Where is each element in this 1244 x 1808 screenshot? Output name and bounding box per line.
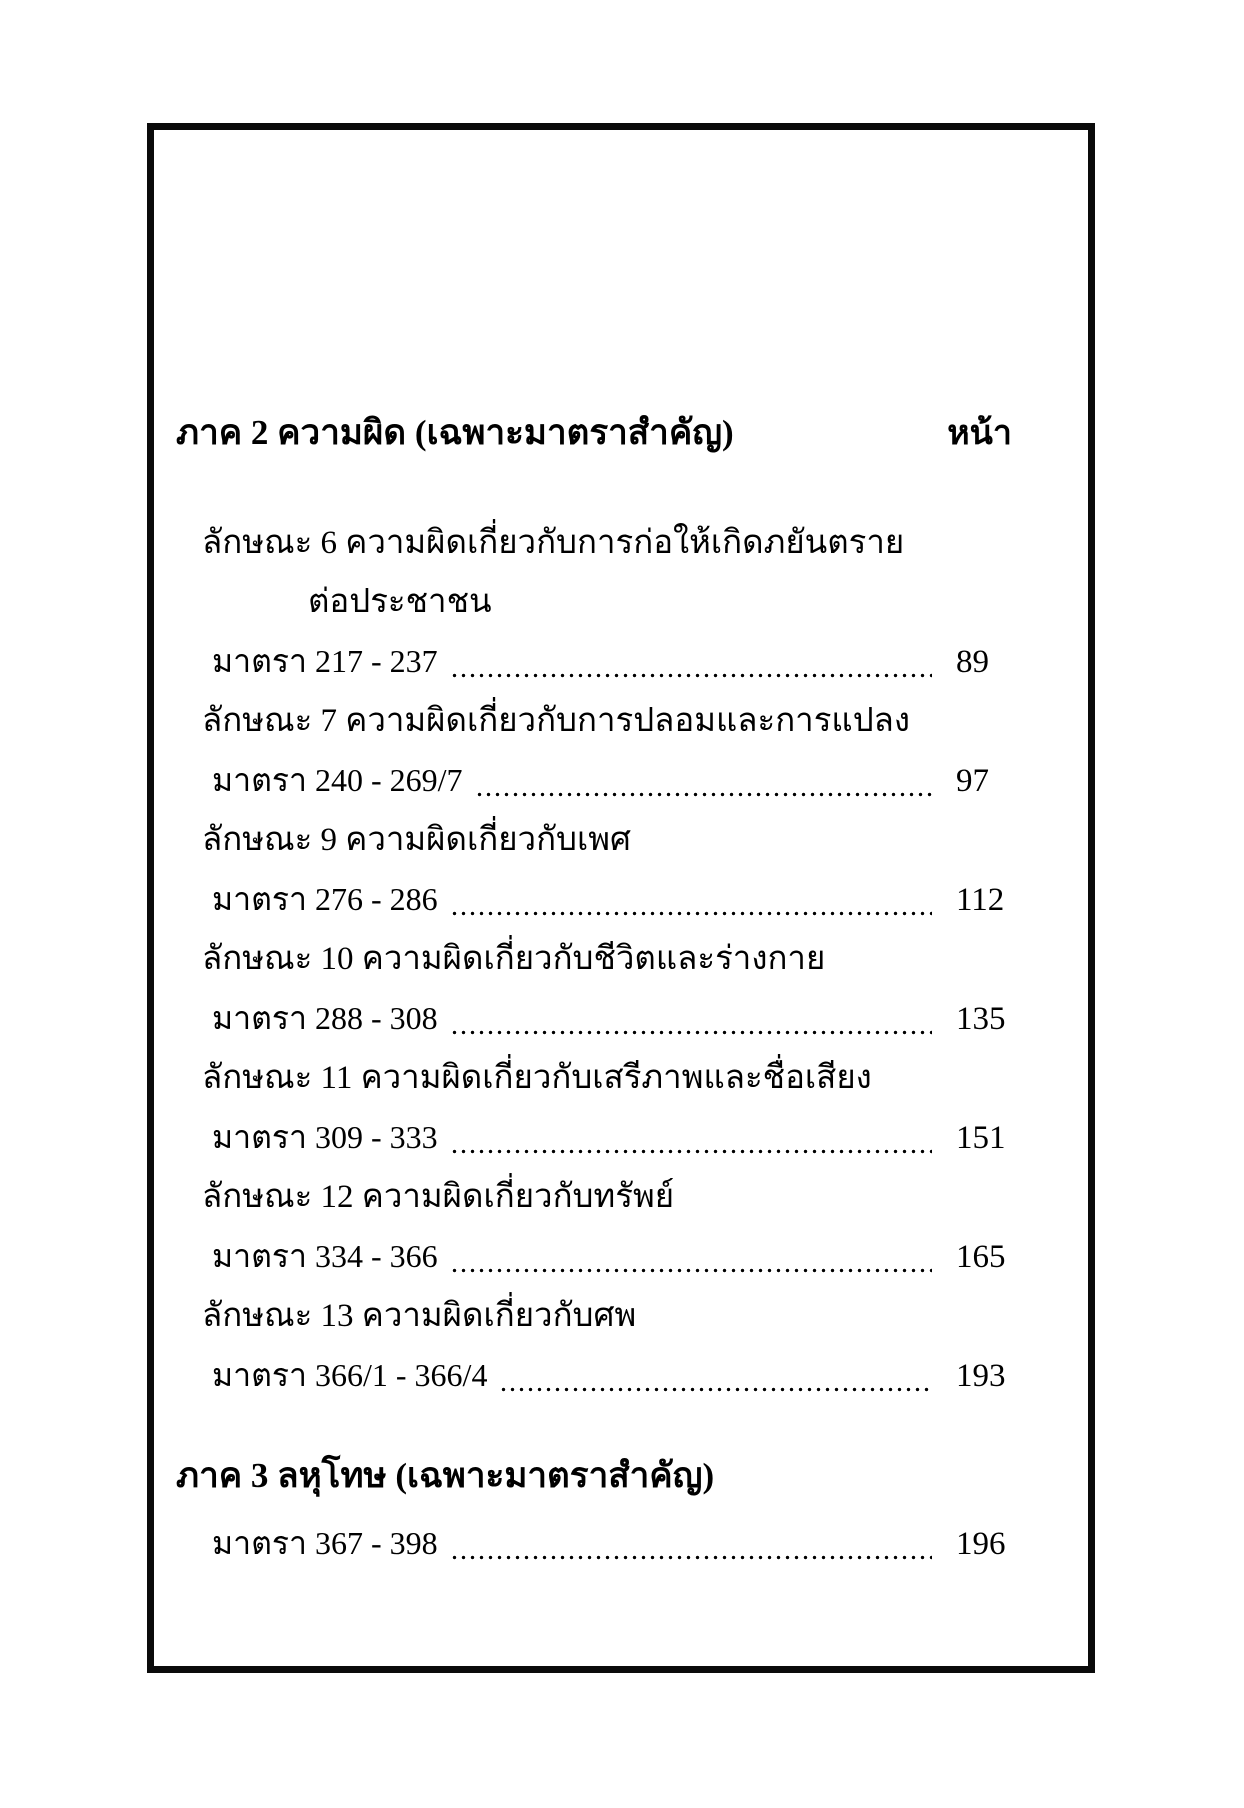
page-number: 89 (956, 644, 989, 680)
spacer (202, 1406, 1012, 1446)
toc-article-label: มาตรา 334 - 366 (212, 1238, 438, 1274)
toc-section-title: ลักษณะ 9 ความผิดเกี่ยวกับเพศ (202, 822, 631, 858)
toc-section-title: ลักษณะ 6 ความผิดเกี่ยวกับการก่อให้เกิดภยันตราย (202, 525, 905, 561)
page-number: 112 (956, 882, 1005, 918)
toc-article-label: มาตรา 366/1 - 366/4 (212, 1357, 488, 1393)
dot-leader (499, 1387, 932, 1392)
toc-article-label: มาตรา 217 - 237 (212, 643, 438, 679)
dot-leader (450, 1149, 932, 1154)
toc-article-row (212, 1346, 1012, 1406)
toc-section-title-continuation: ต่อประชาชน (308, 584, 492, 620)
toc-article-label: มาตรา 288 - 308 (212, 1000, 438, 1036)
toc-article-row (212, 989, 1012, 1049)
toc-article-row (212, 1108, 1012, 1168)
spacer (202, 464, 1012, 514)
page-border-frame (147, 123, 1095, 1673)
dot-leader (450, 911, 932, 916)
toc-article-row (212, 1227, 1012, 1287)
page-number: 193 (956, 1358, 1006, 1394)
toc-article-row (212, 632, 1012, 692)
toc-article-label: มาตรา 367 - 398 (212, 1525, 438, 1561)
dot-leader (475, 792, 932, 797)
toc-article-row (212, 1514, 1012, 1574)
dot-leader (450, 673, 932, 678)
toc-section-title: ลักษณะ 13 ความผิดเกี่ยวกับศพ (202, 1298, 637, 1334)
toc-article-row (212, 870, 1012, 930)
toc-header-row (176, 398, 1012, 464)
page-number: 165 (956, 1239, 1006, 1275)
page-column-header: หน้า (947, 415, 1012, 452)
page-number: 135 (956, 1001, 1006, 1037)
toc-section-title: ลักษณะ 7 ความผิดเกี่ยวกับการปลอมและการแปลง (202, 703, 910, 739)
dot-leader (450, 1030, 932, 1035)
toc-article-label: มาตรา 276 - 286 (212, 881, 438, 917)
page-number: 97 (956, 763, 989, 799)
toc-section-title: ลักษณะ 12 ความผิดเกี่ยวกับทรัพย์ (202, 1179, 675, 1215)
part3-heading-row (176, 1446, 1012, 1506)
toc-content (154, 130, 1088, 1666)
toc-article-label: มาตรา 240 - 269/7 (212, 762, 463, 798)
dot-leader (450, 1268, 932, 1273)
toc-section-title: ลักษณะ 10 ความผิดเกี่ยวกับชีวิตและร่างกาย (202, 941, 826, 977)
dot-leader (450, 1555, 932, 1560)
part3-heading: ภาค 3 ลหุโทษ (เฉพาะมาตราสำคัญ) (176, 1456, 715, 1495)
part2-heading: ภาค 2 ความผิด (เฉพาะมาตราสำคัญ) (176, 413, 734, 452)
toc-section-title: ลักษณะ 11 ความผิดเกี่ยวกับเสรีภาพและชื่อเสียง (202, 1060, 872, 1096)
toc-article-row (212, 751, 1012, 811)
page-number: 196 (956, 1526, 1006, 1562)
page-number: 151 (956, 1120, 1006, 1156)
toc-article-label: มาตรา 309 - 333 (212, 1119, 438, 1155)
